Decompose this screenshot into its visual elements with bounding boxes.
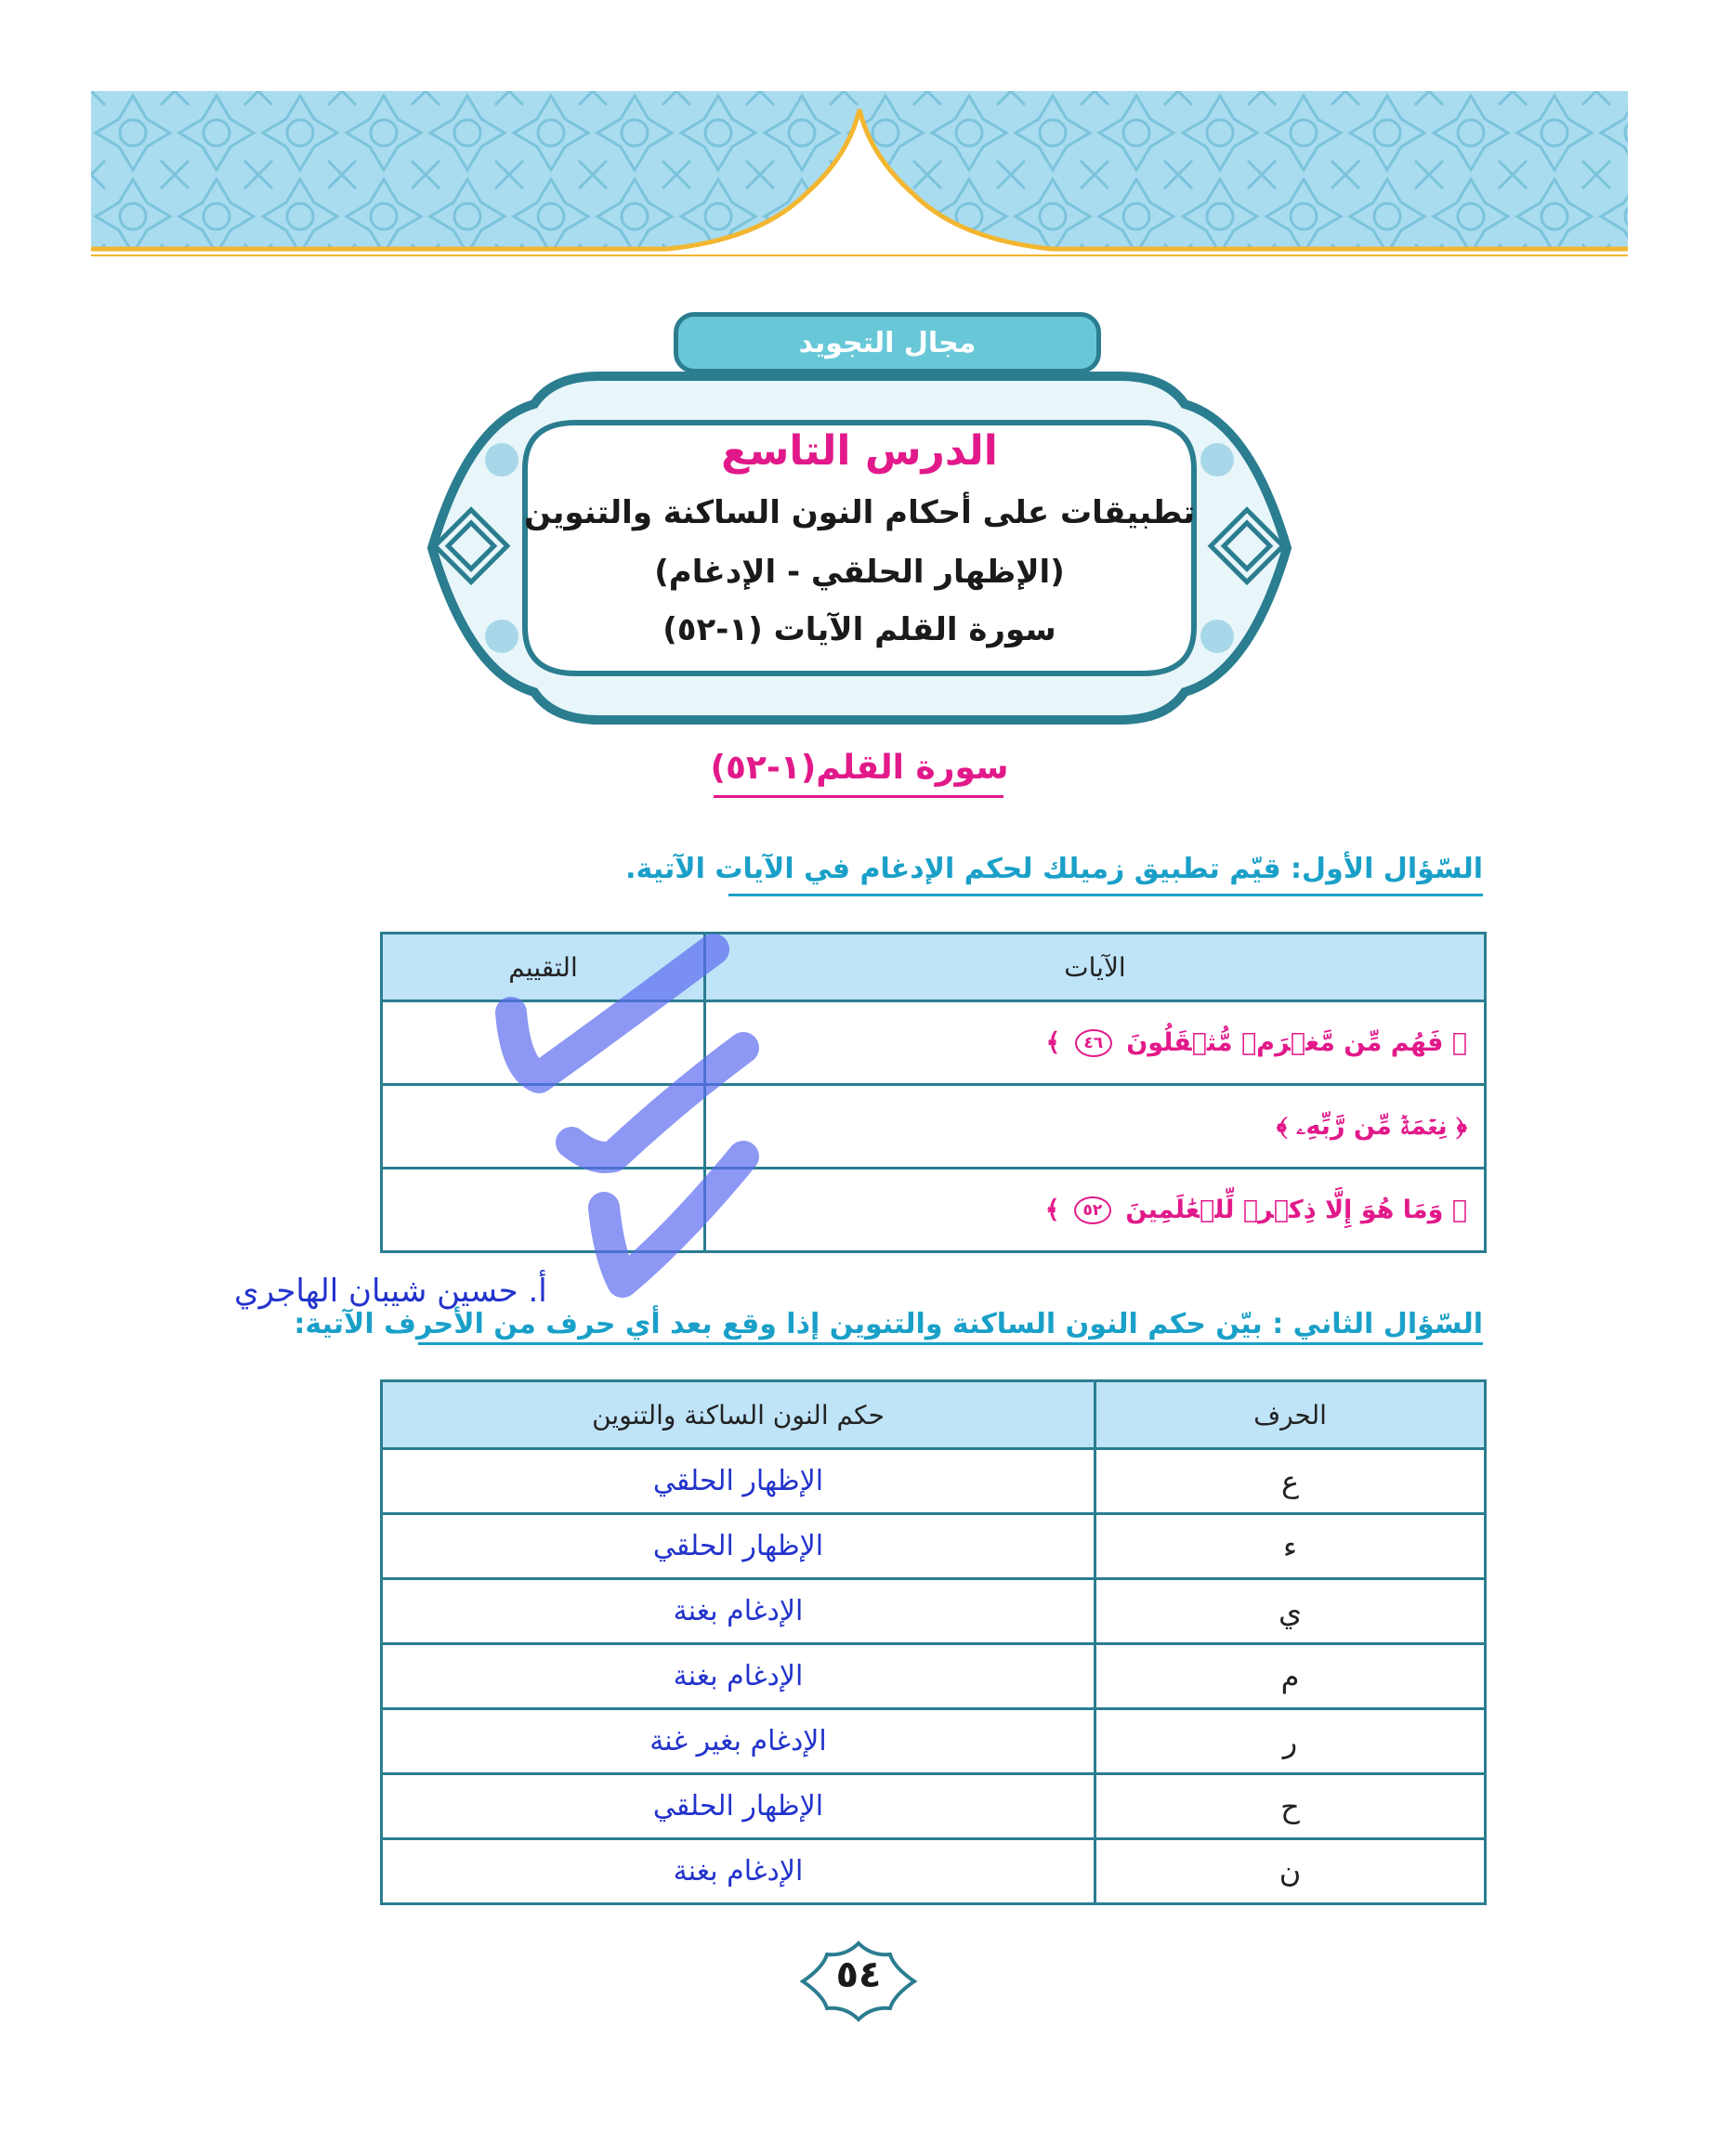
evaluation-column-header: التقييم: [382, 934, 705, 1001]
table-row: [382, 1774, 1486, 1839]
table-header-row: [382, 1381, 1486, 1449]
letter-cell: ع: [1095, 1449, 1486, 1514]
header-banner: [91, 91, 1628, 263]
table-row: [382, 1514, 1486, 1579]
evaluation-cell[interactable]: [382, 1001, 705, 1085]
letter-cell: ء: [1095, 1514, 1486, 1579]
evaluation-cell[interactable]: [382, 1169, 705, 1252]
letter-cell: ن: [1095, 1839, 1486, 1904]
verse-number: ٤٦: [1075, 1029, 1112, 1057]
letter-cell: ي: [1095, 1579, 1486, 1644]
letter-cell: ر: [1095, 1709, 1486, 1774]
verse-number: ٥٢: [1074, 1196, 1111, 1224]
ruling-answer[interactable]: الإظهار الحلقي: [382, 1514, 1095, 1579]
table-row: [382, 1085, 1486, 1169]
table-row: [382, 1644, 1486, 1709]
verses-column-header: الآيات: [705, 934, 1486, 1001]
surah-heading: سورة القلم(١-٥٢): [710, 749, 1009, 787]
surah-heading-underline: [714, 795, 1003, 798]
table-row: [382, 1001, 1486, 1085]
verse-end-bracket: ﴾: [1276, 1111, 1288, 1141]
table-row: [382, 1709, 1486, 1774]
question-2: السّؤال الثاني : بيّن حكم النون الساكنة والتنوين إذا وقع بعد أي حرف من الأحرف الآتية:: [294, 1308, 1483, 1340]
page-number: ٥٤: [835, 1953, 882, 1996]
letter-cell: ح: [1095, 1774, 1486, 1839]
ruling-answer[interactable]: الإدغام بغنة: [382, 1579, 1095, 1644]
letter-cell: م: [1095, 1644, 1486, 1709]
verse-end-bracket: ﴾: [1045, 1027, 1061, 1057]
question-2-underline: [418, 1342, 1483, 1345]
verse-text: ﴿ وَمَا هُوَ إِلَّا ذِكۡرٞ لِّلۡعَٰلَمِينَ: [1125, 1195, 1467, 1224]
lesson-surah-range: سورة القلم الآيات (١-٥٢): [662, 611, 1056, 648]
ruling-answer[interactable]: الإدغام بغير غنة: [382, 1709, 1095, 1774]
ruling-answer[interactable]: الإظهار الحلقي: [382, 1449, 1095, 1514]
verse-cell: [705, 1085, 1486, 1169]
question-1: السّؤال الأول: قيّم تطبيق زميلك لحكم الإدغام في الآيات الآتية.: [625, 853, 1483, 885]
verses-evaluation-table: [380, 932, 1487, 1253]
table-row: [382, 1449, 1486, 1514]
teacher-signature: أ. حسين شيبان الهاجري: [234, 1273, 547, 1310]
lesson-rules: (الإظهار الحلقي - الإدغام): [654, 554, 1065, 591]
question-1-underline: [728, 894, 1483, 896]
lesson-subtitle: تطبيقات على أحكام النون الساكنة والتنوين: [523, 494, 1196, 531]
field-label: مجال التجويد: [674, 312, 1101, 373]
ruling-column-header: حكم النون الساكنة والتنوين: [382, 1381, 1095, 1449]
table-header-row: [382, 934, 1486, 1001]
lesson-title-frame: [413, 367, 1305, 729]
verse-text: ﴿ فَهُم مِّن مَّغۡرَمٖ مُّثۡقَلُونَ: [1126, 1027, 1467, 1057]
ruling-answer[interactable]: الإدغام بغنة: [382, 1644, 1095, 1709]
ruling-answer[interactable]: الإدغام بغنة: [382, 1839, 1095, 1904]
lesson-title: الدرس التاسع: [721, 427, 998, 475]
verse-cell: [705, 1001, 1486, 1085]
table-row: [382, 1169, 1486, 1252]
table-row: [382, 1839, 1486, 1904]
verse-text: ﴿ نِعۡمَةٞ مِّن رَّبِّهِۦ: [1296, 1111, 1467, 1141]
verse-end-bracket: ﴾: [1044, 1195, 1060, 1224]
verse-cell: [705, 1169, 1486, 1252]
table-row: [382, 1579, 1486, 1644]
ruling-answer[interactable]: الإظهار الحلقي: [382, 1774, 1095, 1839]
letter-column-header: الحرف: [1095, 1381, 1486, 1449]
evaluation-cell[interactable]: [382, 1085, 705, 1169]
letters-ruling-table: [380, 1379, 1487, 1905]
